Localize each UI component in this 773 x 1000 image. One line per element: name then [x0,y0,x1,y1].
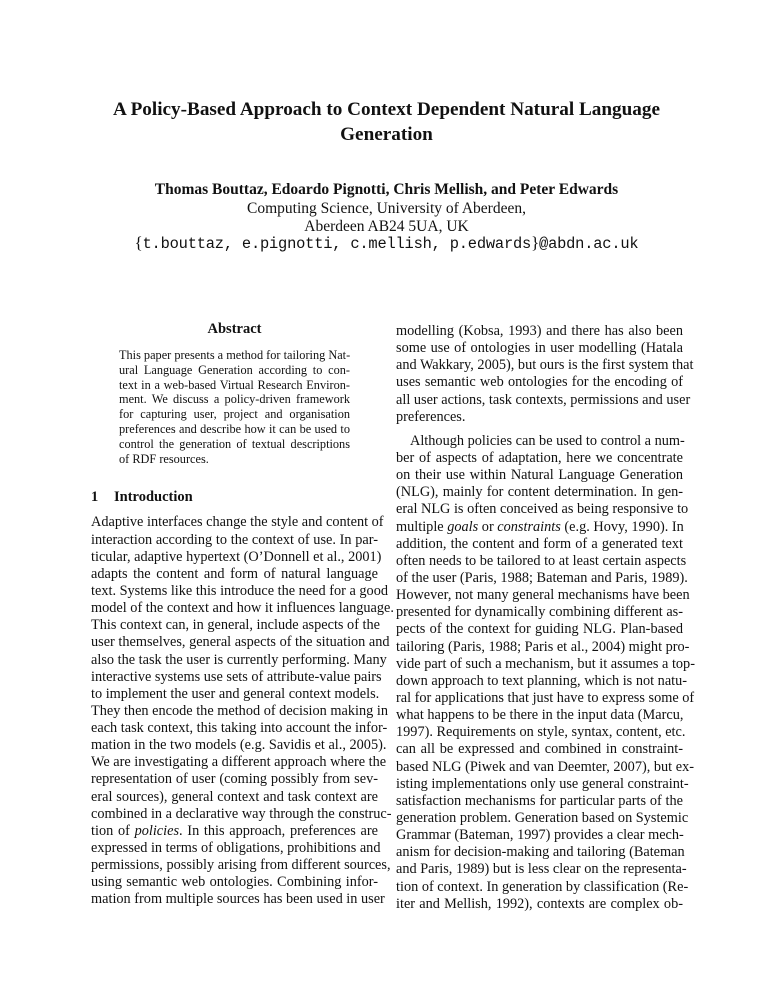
section-title: Introduction [114,489,193,506]
emphasis-policies: policies [134,822,180,839]
text-line: satisfaction mechanisms for particular parts of the [396,792,683,809]
text-line: using semantic web ontologies. Combining infor- [91,874,378,891]
section-heading-introduction [91,488,378,506]
text-fragment: (e.g. Hovy, 1990). In [560,518,684,535]
text-fragment: or [478,518,498,535]
text-line: each task context, this taking into account the infor- [91,720,388,737]
title-line-1: A Policy-Based Approach to Context Dependent Natural Language [112,99,661,120]
text-line: of the user (Paris, 1988; Bateman and Paris, 1989). [396,569,688,586]
email-domain: @abdn.ac.uk [539,235,639,253]
text-line: can all be expressed and combined in constraint- [396,741,683,758]
affiliation-department: Computing Science, University of Aberdeen, [247,200,526,217]
abstract-line: for capturing user, project and organisation [119,407,350,422]
text-line: mation from multiple sources has been used in user [91,891,385,908]
abstract-line: preferences and describe how it can be used to [119,421,350,436]
emphasis-constraints: constraints [497,518,561,535]
text-line: mation in the two models (e.g. Savidis et al., 2005). [91,737,387,754]
email-names: t.bouttaz, e.pignotti, c.mellish, p.edwards [142,235,532,253]
text-line: generation problem. Generation based on Systemic [396,809,689,826]
title-line-2: Generation [340,124,433,145]
emphasis-goals: goals [447,518,479,535]
text-line: This context can, in general, include aspects of the [91,617,381,634]
text-line-goals [396,519,683,536]
abstract-body [119,348,350,466]
email-brace-close: } [531,233,540,252]
text-line: text. Systems like this introduce the need for a good [91,582,388,599]
text-line: modelling (Kobsa, 1993) and there has also been [396,323,683,339]
abstract-line: ural Language Generation according to con- [119,362,350,377]
text-line: combined in a declarative way through the construc- [91,805,392,822]
text-line: 1997). Requirements on style, syntax, content, etc. [396,724,686,741]
text-line: to implement the user and general context models. [91,685,380,702]
text-line: adapts the content and form of natural language [91,565,378,582]
text-line: down approach to text planning, which is not natu- [396,672,688,689]
text-line: interaction according to the context of use. In par- [91,531,378,548]
text-line: representation of user (coming possibly from sev- [91,771,378,788]
text-line: uses semantic web ontologies for the encoding of [396,374,683,391]
paper-title [90,97,683,147]
text-line: user themselves, general aspects of the situation and [91,634,390,651]
text-line: expressed in terms of obligations, prohibitions and [91,840,381,857]
text-line: Adaptive interfaces change the style and content of [91,514,384,531]
text-line: However, not many general mechanisms have been [396,587,690,604]
text-line: pects of the context for guiding NLG. Plan-based [396,621,683,638]
affiliation-address: Aberdeen AB24 5UA, UK [304,218,469,235]
text-line: anism for decision-making and tailoring (Bateman [396,844,685,861]
text-line: on their use within Natural Language Generation [396,467,683,484]
section-number: 1 [91,489,99,506]
introduction-paragraph-2 [396,432,695,913]
text-line: (NLG), mainly for content determination. In gen- [396,484,683,501]
introduction-paragraph-1 [91,514,394,908]
text-line: all user actions, task contexts, permissions and user [396,391,691,408]
text-line: We are investigating a different approach where the [91,754,387,771]
introduction-paragraph-1-continued [396,323,694,426]
text-line: They then encode the method of decision making in [91,702,388,719]
text-line: ticular, adaptive hypertext (O’Donnell et al., 2001) [91,548,382,565]
abstract-line: ment. We discuss a policy-driven framework [119,392,350,407]
text-line: eral NLG is often conceived as being responsive to [396,501,689,518]
abstract-line: This paper presents a method for tailoring Nat- [119,348,351,362]
text-line-policies [91,823,378,840]
text-line: model of the context and how it influences language. [91,600,394,617]
text-fragment: multiple [396,518,448,535]
text-line: what happens to be there in the input data (Marcu, [396,707,684,724]
abstract-heading: Abstract [207,321,262,337]
text-fragment: tion of [91,822,135,839]
text-line: addition, the content and form of a generated text [396,535,683,552]
text-line: ral for applications that just have to express some of [396,689,695,706]
text-line: preferences. [396,408,466,425]
text-line: also the task the user is currently performing. Many [91,651,387,668]
text-line: ber of aspects of adaptation, here we concentrate [396,449,683,466]
author-emails [90,233,683,254]
right-column [396,323,695,913]
text-line: presented for dynamically combining different as- [396,604,683,621]
author-list: Thomas Bouttaz, Edoardo Pignotti, Chris Mellish, and Peter Edwards [154,181,619,198]
text-line: Although policies can be used to control a num- [410,432,685,449]
text-line: eral sources), general context and task context are [91,788,378,805]
text-line: and Paris, 1989) but is less clear on the representa- [396,861,687,878]
text-fragment: . In this approach, preferences are [179,822,378,839]
email-brace-open: { [134,233,143,252]
abstract-line: text in a web-based Virtual Research Environ- [119,377,350,392]
text-line: vide part of such a mechanism, but it assumes a top- [396,655,695,672]
text-line: often needs to be tailored to at least certain aspects [396,552,687,569]
text-line: and Wakkary, 2005), but ours is the first system that [396,357,694,374]
text-line: Grammar (Bateman, 1997) provides a clear mech- [396,827,684,844]
text-line: interactive systems use sets of attribute-value pairs [91,668,382,685]
text-line: based NLG (Piwek and van Deemter, 2007), but ex- [396,758,694,775]
abstract-line: control the generation of textual descriptions [119,436,350,451]
text-line: isting implementations only use general constraint- [396,775,689,792]
abstract-line: of RDF resources. [119,451,209,466]
text-line: permissions, possibly arising from different sources, [91,857,391,874]
left-column [91,320,394,909]
text-line: some use of ontologies in user modelling (Hatala [396,340,683,357]
text-line: tailoring (Paris, 1988; Paris et al., 2004) might pro- [396,638,690,655]
text-line: tion of context. In generation by classification (Re- [396,878,689,895]
text-line: iter and Mellish, 1992), contexts are complex ob- [396,895,683,912]
paragraph-gap [396,426,683,433]
